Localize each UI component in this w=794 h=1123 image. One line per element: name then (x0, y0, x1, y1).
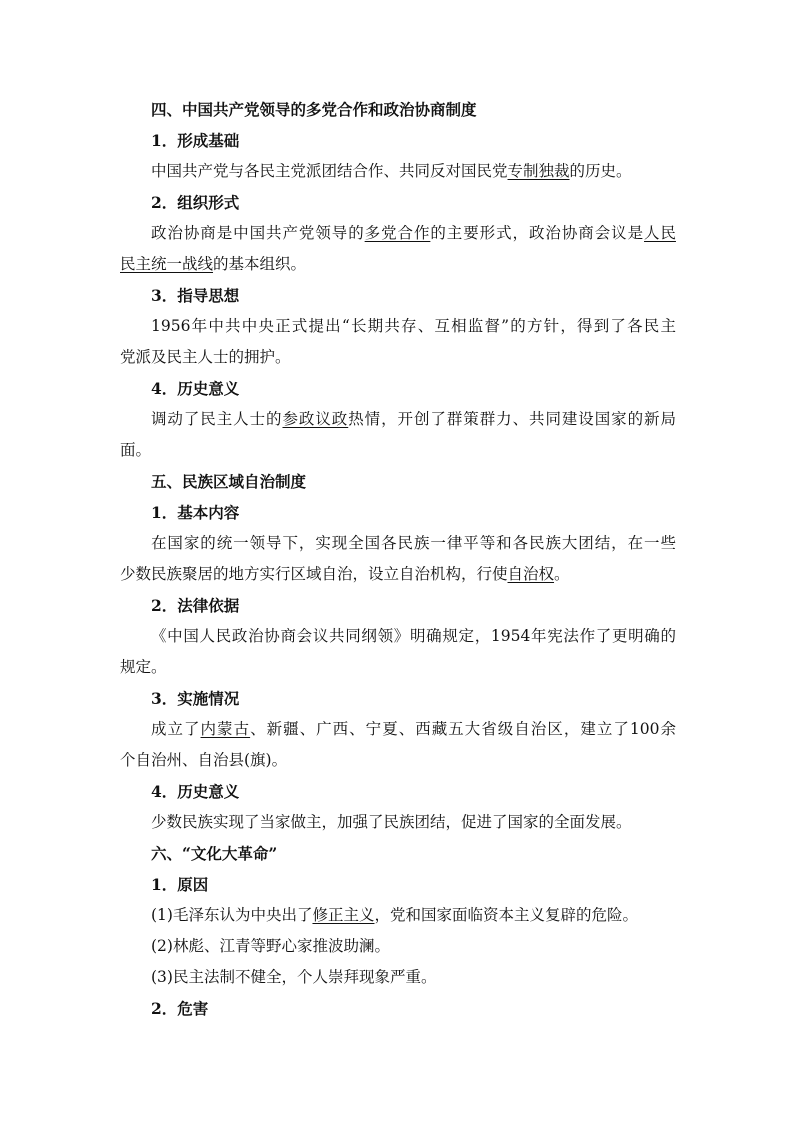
s5-para-2-line2: 规定。 (120, 658, 167, 676)
text-segment: (1)毛泽东认为中央出了 (151, 906, 313, 924)
text-segment: 。 (554, 565, 570, 583)
s5-heading-4: 4．历史意义 (151, 782, 240, 801)
text-segment: ，党和国家面临资本主义复辟的危险。 (374, 906, 638, 924)
text-segment: (2)林彪、江青等野心家推波助澜。 (151, 937, 390, 955)
s5-para-3-line2: 个自治州、自治县(旗)。 (120, 751, 288, 769)
text-segment: 的主要形式，政治协商会议是 (430, 224, 645, 242)
section-5-title: 五、民族区域自治制度 (151, 472, 307, 491)
s5-para-2-line1: 《中国人民政治协商会议共同纲领》明确规定，1954年宪法作了更明确的 (151, 627, 676, 645)
underlined-term: 民主统一战线 (120, 255, 214, 273)
s4-heading-2: 2．组织形式 (151, 193, 240, 212)
s6-reason-1 (120, 900, 676, 931)
s5-heading-1: 1．基本内容 (151, 503, 240, 522)
s5-heading-2: 2．法律依据 (151, 596, 240, 615)
s4-para-2-line1 (120, 218, 676, 249)
underlined-term: 自治权 (507, 565, 555, 583)
document-page (120, 94, 676, 1024)
s4-para-1 (120, 156, 676, 187)
s5-heading-3: 3．实施情况 (151, 689, 240, 708)
s4-heading-4: 4．历史意义 (151, 379, 240, 398)
text-segment: 中国共产党与各民主党派团结合作、共同反对国民党 (151, 162, 508, 180)
s6-reason-2 (120, 931, 676, 962)
underlined-term: 参政议政 (282, 410, 349, 428)
s4-para-4-line1 (120, 404, 676, 435)
underlined-term: 专制独裁 (507, 162, 570, 180)
text-segment: 政治协商是中国共产党领导的 (151, 224, 365, 242)
text-segment: 少数民族聚居的地方实行区域自治，设立自治机构，行使 (120, 565, 508, 583)
s4-heading-3: 3．指导思想 (151, 286, 240, 305)
s6-heading-1: 1．原因 (151, 875, 209, 894)
underlined-term: 人民 (644, 224, 676, 242)
text-segment: 热情，开创了群策群力、共同建设国家的新局 (348, 410, 676, 428)
text-segment: 的基本组织。 (213, 255, 307, 273)
underlined-term: 内蒙古 (200, 720, 251, 738)
s5-para-4-line1: 少数民族实现了当家做主，加强了民族团结，促进了国家的全面发展。 (151, 813, 632, 831)
s4-para-3-line1: 1956年中共中央正式提出“长期共存、互相监督”的方针，得到了各民主 (151, 317, 676, 335)
text-segment: 的历史。 (569, 162, 632, 180)
s4-heading-1: 1．形成基础 (151, 131, 240, 150)
s5-para-1-line2 (120, 559, 676, 590)
text-segment: 成立了 (151, 720, 201, 738)
text-segment: 调动了民主人士的 (151, 410, 283, 428)
underlined-term: 修正主义 (312, 906, 375, 924)
section-6-title: 六、“文化大革命” (151, 844, 278, 863)
s5-para-3-line1 (120, 714, 676, 745)
s6-reason-3 (120, 962, 676, 993)
s5-para-1-line1: 在国家的统一领导下，实现全国各民族一律平等和各民族大团结，在一些 (151, 534, 676, 552)
s4-para-2-line2 (120, 249, 676, 280)
text-segment: (3)民主法制不健全，个人崇拜现象严重。 (151, 968, 437, 986)
s6-heading-2: 2．危害 (151, 999, 209, 1018)
section-4-title: 四、中国共产党领导的多党合作和政治协商制度 (151, 100, 477, 119)
underlined-term: 多党合作 (364, 224, 431, 242)
s4-para-4-line2: 面。 (120, 441, 152, 459)
s4-para-3-line2: 党派及民主人士的拥护。 (120, 348, 291, 366)
text-segment: 、新疆、广西、宁夏、西藏五大省级自治区，建立了100余 (250, 720, 676, 738)
